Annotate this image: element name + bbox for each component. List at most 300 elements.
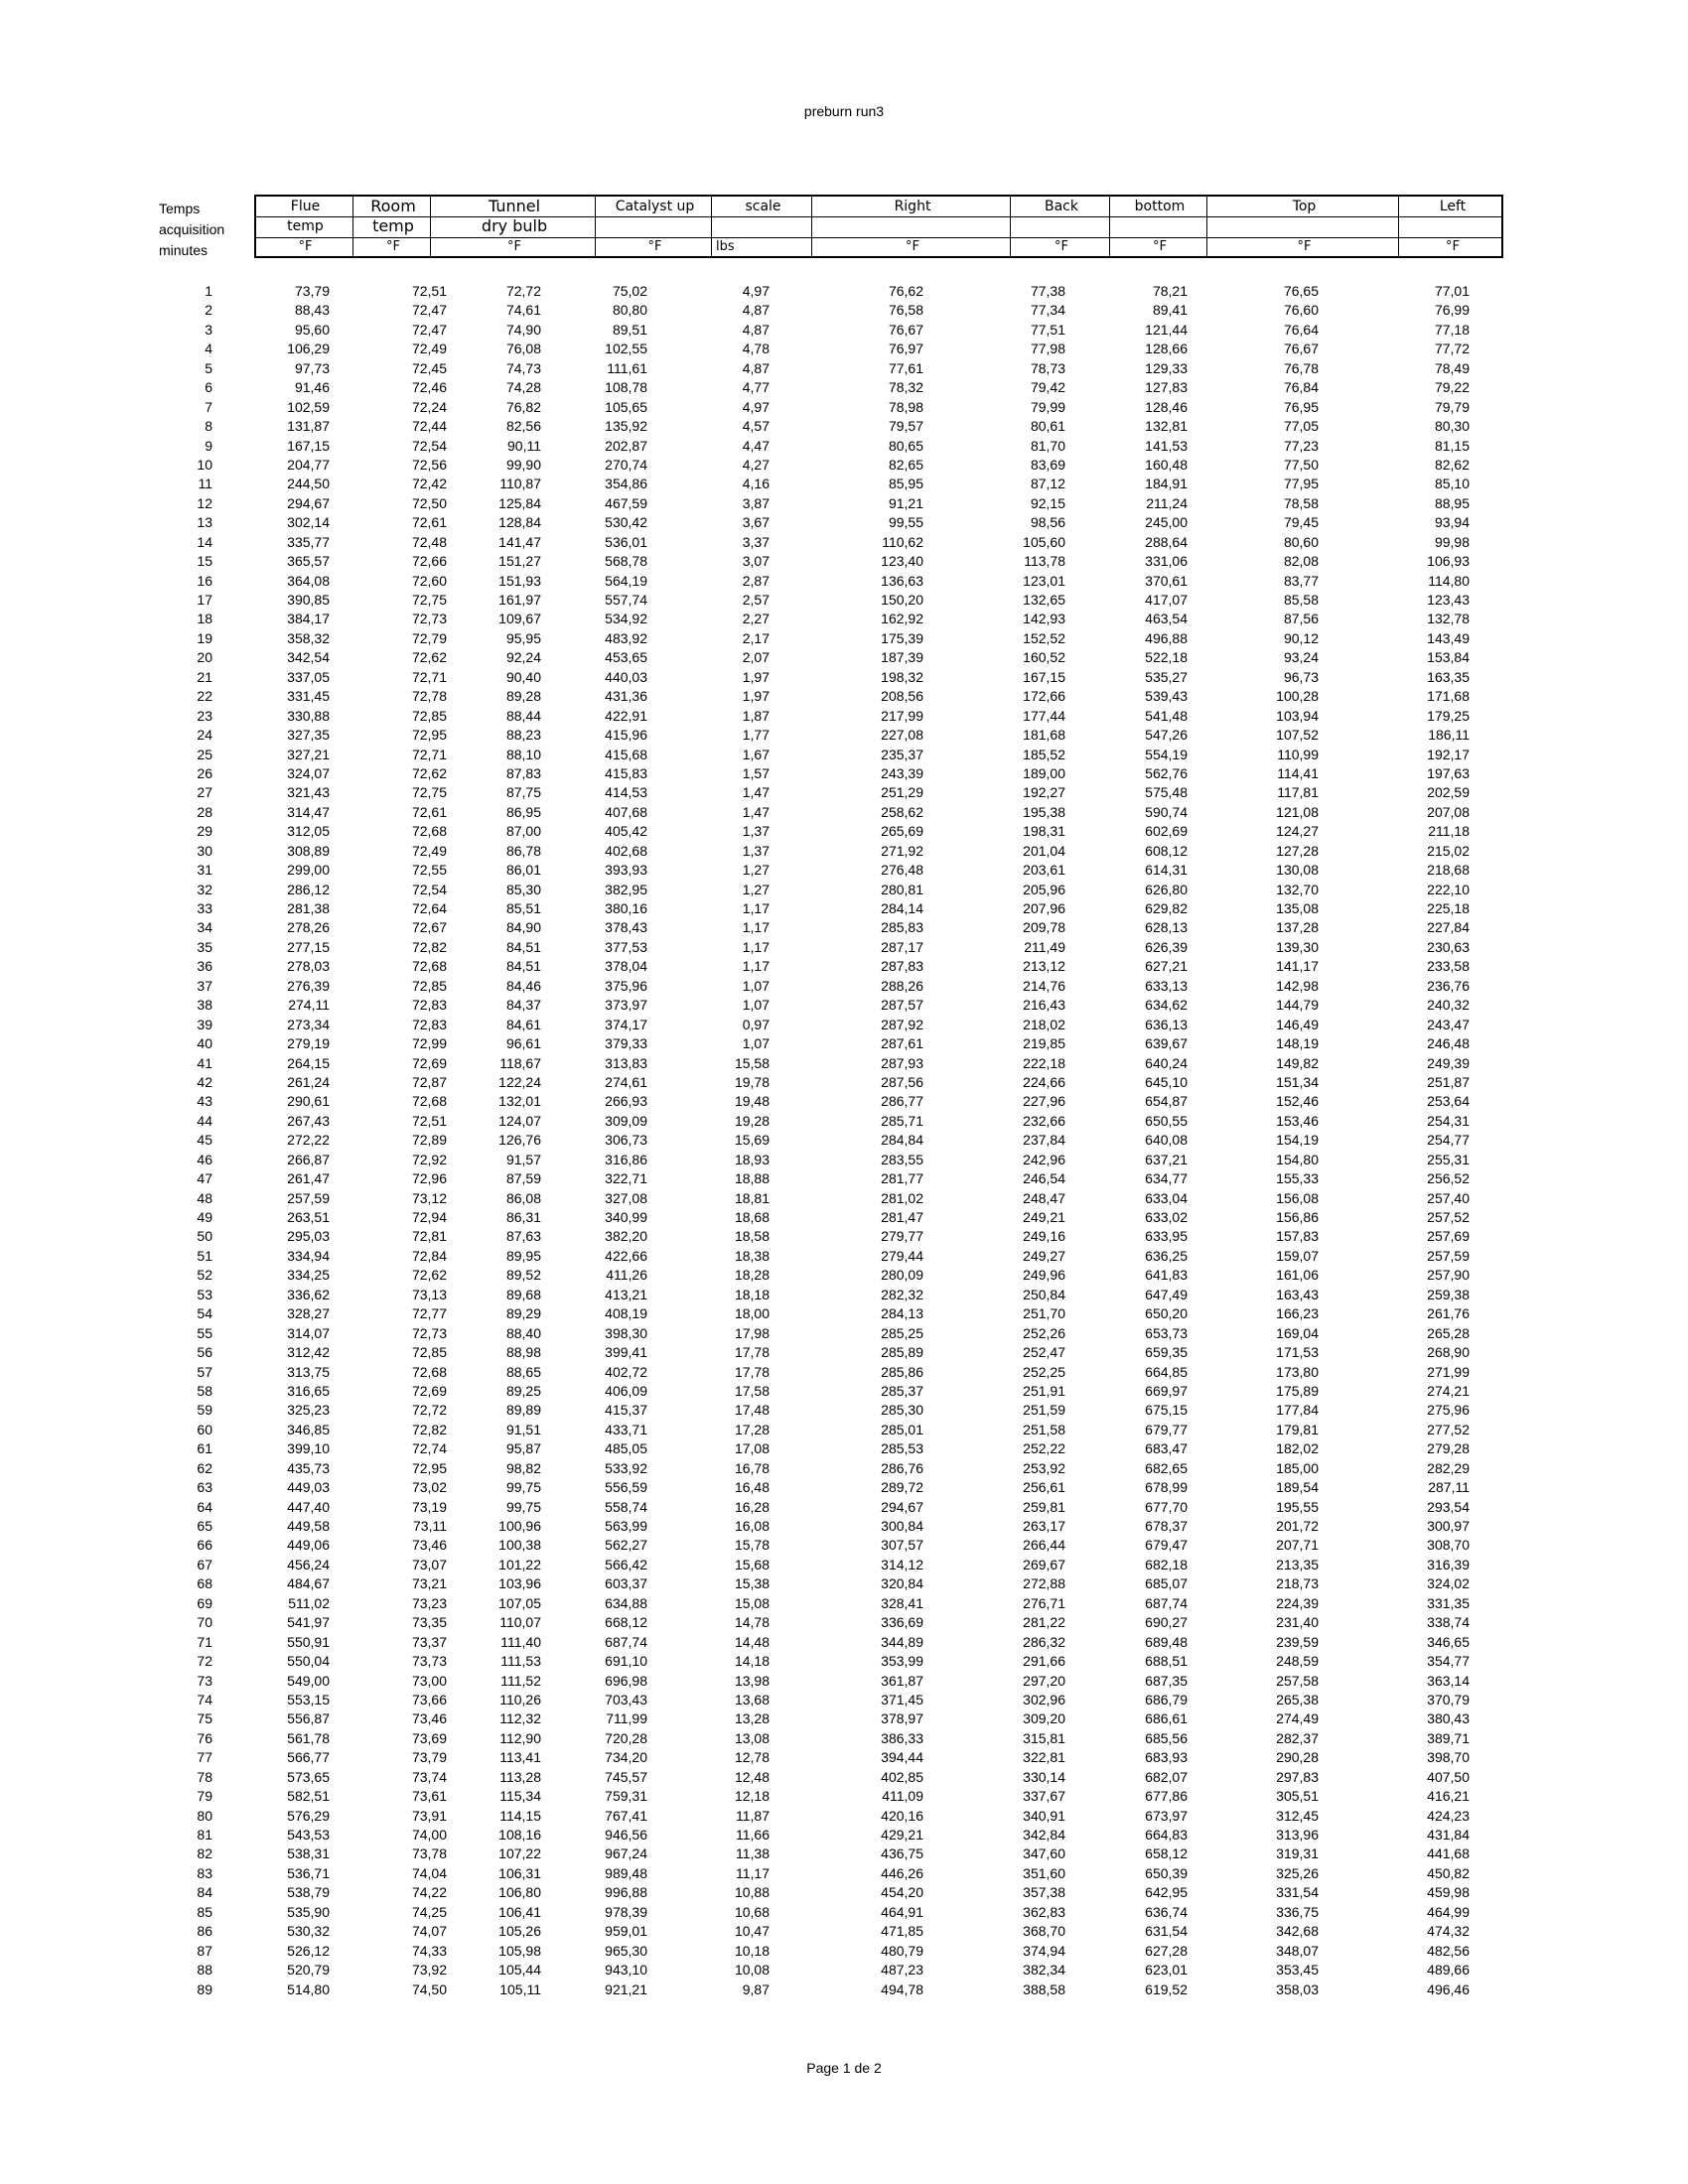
table-cell: 135,08 <box>1276 900 1319 916</box>
table-cell: 11,17 <box>736 1864 770 1881</box>
table-cell: 151,27 <box>498 553 541 570</box>
table-cell: 73,78 <box>411 1845 447 1862</box>
table-cell: 330,88 <box>287 707 330 724</box>
table-cell: 76,97 <box>888 341 923 357</box>
table-cell: 163,43 <box>1276 1286 1319 1302</box>
table-cell: 275,96 <box>1427 1402 1470 1419</box>
table-cell: 279,19 <box>287 1035 330 1052</box>
table-cell: 72,73 <box>411 1324 447 1341</box>
table-cell: 320,84 <box>881 1575 923 1592</box>
table-cell: 1,37 <box>742 823 770 840</box>
table-cell: 213,35 <box>1276 1556 1319 1572</box>
table-cell: 344,89 <box>881 1633 923 1650</box>
table-cell: 314,47 <box>287 803 330 820</box>
table-cell: 642,95 <box>1145 1884 1188 1901</box>
table-cell: 673,97 <box>1145 1807 1188 1824</box>
table-cell: 18,00 <box>734 1305 770 1322</box>
table-cell: 93,94 <box>1434 514 1470 531</box>
column-header-line1: Catalyst up <box>615 199 695 214</box>
table-cell: 18,18 <box>734 1286 770 1302</box>
minute-cell: 71 <box>197 1633 212 1650</box>
table-cell: 281,47 <box>881 1209 923 1225</box>
table-cell: 125,84 <box>498 494 541 511</box>
table-row <box>0 861 1688 880</box>
table-cell: 77,23 <box>1283 437 1319 454</box>
table-cell: 450,82 <box>1427 1864 1470 1881</box>
table-cell: 15,58 <box>734 1054 770 1071</box>
table-cell: 249,16 <box>1023 1228 1065 1245</box>
table-cell: 88,65 <box>505 1363 541 1380</box>
table-cell: 85,30 <box>505 881 541 897</box>
table-cell: 454,20 <box>881 1884 923 1901</box>
table-cell: 464,99 <box>1427 1903 1470 1920</box>
table-cell: 86,95 <box>505 803 541 820</box>
minute-cell: 7 <box>205 398 212 415</box>
table-cell: 146,49 <box>1276 1016 1319 1032</box>
table-cell: 316,86 <box>605 1151 647 1167</box>
table-cell: 691,10 <box>605 1653 647 1670</box>
table-cell: 17,78 <box>734 1344 770 1361</box>
table-row <box>0 475 1688 493</box>
table-cell: 74,28 <box>505 379 541 396</box>
table-cell: 99,55 <box>888 514 923 531</box>
table-cell: 399,41 <box>605 1344 647 1361</box>
table-cell: 141,53 <box>1145 437 1188 454</box>
table-cell: 1,17 <box>742 958 770 975</box>
table-cell: 72,45 <box>411 359 447 376</box>
table-cell: 132,70 <box>1276 881 1319 897</box>
table-cell: 227,96 <box>1023 1093 1065 1110</box>
table-cell: 208,56 <box>881 688 923 705</box>
table-cell: 484,67 <box>287 1575 330 1592</box>
minute-cell: 38 <box>197 997 212 1014</box>
table-cell: 541,97 <box>287 1614 330 1631</box>
table-cell: 124,07 <box>498 1112 541 1129</box>
table-cell: 346,85 <box>287 1421 330 1437</box>
table-cell: 153,46 <box>1276 1112 1319 1129</box>
table-cell: 265,28 <box>1427 1324 1470 1341</box>
table-cell: 3,67 <box>742 514 770 531</box>
table-cell: 161,06 <box>1276 1267 1319 1284</box>
table-cell: 74,90 <box>505 321 541 338</box>
table-cell: 81,15 <box>1434 437 1470 454</box>
table-cell: 189,54 <box>1276 1479 1319 1496</box>
table-cell: 91,21 <box>888 494 923 511</box>
table-cell: 645,10 <box>1145 1073 1188 1090</box>
table-cell: 225,18 <box>1427 900 1470 916</box>
minute-cell: 47 <box>197 1170 212 1187</box>
table-cell: 72,49 <box>411 341 447 357</box>
table-row <box>0 1247 1688 1266</box>
table-cell: 257,69 <box>1427 1228 1470 1245</box>
table-cell: 72,71 <box>411 668 447 685</box>
table-cell: 211,24 <box>1146 494 1188 511</box>
table-cell: 330,14 <box>1023 1768 1065 1785</box>
minute-cell: 65 <box>197 1518 212 1534</box>
table-cell: 227,08 <box>881 727 923 744</box>
minute-cell: 60 <box>197 1421 212 1437</box>
table-cell: 224,66 <box>1023 1073 1065 1090</box>
table-cell: 16,08 <box>734 1518 770 1534</box>
table-cell: 76,82 <box>505 398 541 415</box>
table-cell: 347,60 <box>1023 1845 1065 1862</box>
table-cell: 16,48 <box>734 1479 770 1496</box>
table-cell: 543,53 <box>287 1827 330 1843</box>
table-cell: 219,85 <box>1023 1035 1065 1052</box>
table-cell: 305,51 <box>1276 1788 1319 1805</box>
side-header <box>159 199 224 261</box>
table-cell: 105,44 <box>498 1962 541 1979</box>
table-cell: 90,12 <box>1283 629 1319 646</box>
minute-cell: 87 <box>197 1942 212 1959</box>
table-cell: 73,23 <box>411 1594 447 1611</box>
table-cell: 154,80 <box>1276 1151 1319 1167</box>
minute-cell: 66 <box>197 1537 212 1554</box>
minute-cell: 68 <box>197 1575 212 1592</box>
table-cell: 647,49 <box>1145 1286 1188 1302</box>
table-cell: 321,43 <box>287 784 330 801</box>
table-cell: 1,97 <box>742 668 770 685</box>
table-cell: 653,73 <box>1145 1324 1188 1341</box>
table-cell: 111,52 <box>500 1672 541 1689</box>
minute-cell: 30 <box>197 842 212 859</box>
table-row <box>0 1942 1688 1961</box>
table-cell: 429,21 <box>881 1827 923 1843</box>
minute-cell: 26 <box>197 764 212 781</box>
table-cell: 687,74 <box>1145 1594 1188 1611</box>
table-cell: 72,51 <box>411 1112 447 1129</box>
table-cell: 257,59 <box>1427 1247 1470 1264</box>
table-cell: 384,17 <box>287 611 330 627</box>
table-cell: 274,49 <box>1276 1710 1319 1727</box>
table-cell: 13,98 <box>734 1672 770 1689</box>
minute-cell: 45 <box>197 1132 212 1149</box>
table-cell: 309,09 <box>605 1112 647 1129</box>
table-cell: 77,50 <box>1283 456 1319 473</box>
minute-cell: 44 <box>197 1112 212 1129</box>
table-cell: 89,29 <box>505 1305 541 1322</box>
table-cell: 631,54 <box>1145 1923 1188 1940</box>
table-cell: 449,03 <box>287 1479 330 1496</box>
table-cell: 253,92 <box>1023 1459 1065 1476</box>
table-row <box>0 881 1688 899</box>
table-cell: 686,61 <box>1145 1710 1188 1727</box>
table-cell: 414,53 <box>605 784 647 801</box>
table-cell: 636,25 <box>1145 1247 1188 1264</box>
table-row <box>0 1421 1688 1439</box>
table-cell: 204,77 <box>287 456 330 473</box>
table-cell: 233,58 <box>1427 958 1470 975</box>
table-row <box>0 842 1688 861</box>
table-cell: 549,00 <box>287 1672 330 1689</box>
table-cell: 207,96 <box>1023 900 1065 916</box>
table-cell: 277,52 <box>1427 1421 1470 1437</box>
table-cell: 17,08 <box>734 1440 770 1457</box>
table-cell: 18,68 <box>734 1209 770 1225</box>
table-cell: 287,11 <box>1428 1479 1470 1496</box>
table-cell: 79,57 <box>888 418 923 435</box>
table-cell: 619,52 <box>1145 1980 1188 1997</box>
column-header-table <box>254 195 1503 258</box>
table-cell: 257,90 <box>1427 1267 1470 1284</box>
table-cell: 331,35 <box>1427 1594 1470 1611</box>
table-cell: 73,92 <box>411 1962 447 1979</box>
table-cell: 287,92 <box>881 1016 923 1032</box>
table-cell: 380,16 <box>605 900 647 916</box>
table-cell: 72,68 <box>411 1363 447 1380</box>
table-cell: 12,48 <box>734 1768 770 1785</box>
table-cell: 110,87 <box>499 476 541 492</box>
table-row <box>0 918 1688 937</box>
table-cell: 1,07 <box>742 977 770 994</box>
table-cell: 365,57 <box>287 553 330 570</box>
table-cell: 99,90 <box>505 456 541 473</box>
table-cell: 420,16 <box>881 1807 923 1824</box>
table-cell: 92,15 <box>1030 494 1065 511</box>
table-cell: 734,20 <box>605 1749 647 1766</box>
table-cell: 602,69 <box>1145 823 1188 840</box>
table-cell: 246,48 <box>1427 1035 1470 1052</box>
table-row <box>0 1439 1688 1458</box>
table-cell: 2,57 <box>742 592 770 608</box>
table-cell: 1,17 <box>742 938 770 955</box>
table-cell: 453,65 <box>605 649 647 666</box>
minute-cell: 58 <box>197 1382 212 1399</box>
minute-cell: 46 <box>197 1151 212 1167</box>
table-cell: 293,54 <box>1427 1498 1470 1515</box>
table-cell: 76,60 <box>1283 302 1319 319</box>
table-cell: 106,29 <box>287 341 330 357</box>
table-cell: 72,49 <box>411 842 447 859</box>
table-cell: 76,99 <box>1434 302 1470 319</box>
table-cell: 2,87 <box>742 572 770 589</box>
table-cell: 522,18 <box>1145 649 1188 666</box>
table-cell: 19,28 <box>734 1112 770 1129</box>
minute-cell: 34 <box>197 919 212 936</box>
table-cell: 78,21 <box>1152 283 1188 299</box>
table-cell: 72,47 <box>411 302 447 319</box>
table-cell: 573,65 <box>287 1768 330 1785</box>
table-cell: 943,10 <box>605 1962 647 1979</box>
table-cell: 89,25 <box>505 1382 541 1399</box>
minute-cell: 82 <box>197 1845 212 1862</box>
table-cell: 72,69 <box>411 1054 447 1071</box>
table-cell: 590,74 <box>1145 803 1188 820</box>
table-cell: 335,77 <box>287 533 330 550</box>
table-row <box>0 1709 1688 1728</box>
table-cell: 399,10 <box>287 1440 330 1457</box>
table-cell: 92,24 <box>505 649 541 666</box>
table-cell: 141,17 <box>1276 958 1319 975</box>
table-cell: 72,99 <box>411 1035 447 1052</box>
minute-cell: 40 <box>197 1035 212 1052</box>
table-cell: 87,12 <box>1030 476 1065 492</box>
table-cell: 4,27 <box>742 456 770 473</box>
table-cell: 83,77 <box>1283 572 1319 589</box>
table-cell: 72,85 <box>411 707 447 724</box>
table-cell: 207,08 <box>1427 803 1470 820</box>
table-cell: 390,85 <box>287 592 330 608</box>
table-cell: 76,95 <box>1283 398 1319 415</box>
table-cell: 90,11 <box>507 437 541 454</box>
table-cell: 248,47 <box>1023 1189 1065 1206</box>
minute-cell: 15 <box>197 553 212 570</box>
page-footer: Page 1 de 2 <box>806 2060 882 2076</box>
table-cell: 536,01 <box>605 533 647 550</box>
table-cell: 77,98 <box>1030 341 1065 357</box>
table-cell: 110,07 <box>499 1614 541 1631</box>
table-cell: 299,00 <box>287 862 330 879</box>
table-row <box>0 359 1688 378</box>
table-cell: 2,07 <box>742 649 770 666</box>
data-table <box>0 282 1688 1999</box>
table-cell: 163,35 <box>1427 668 1470 685</box>
table-row <box>0 1594 1688 1613</box>
table-cell: 256,61 <box>1023 1479 1065 1496</box>
table-cell: 370,61 <box>1145 572 1188 589</box>
table-cell: 73,21 <box>411 1575 447 1592</box>
table-cell: 79,99 <box>1030 398 1065 415</box>
table-cell: 374,17 <box>605 1016 647 1032</box>
table-cell: 192,17 <box>1427 746 1470 762</box>
table-cell: 80,60 <box>1283 533 1319 550</box>
table-cell: 95,87 <box>505 1440 541 1457</box>
table-cell: 16,28 <box>734 1498 770 1515</box>
table-cell: 312,05 <box>287 823 330 840</box>
table-cell: 287,57 <box>881 997 923 1014</box>
table-cell: 74,00 <box>411 1827 447 1843</box>
minute-cell: 43 <box>197 1093 212 1110</box>
table-cell: 965,30 <box>605 1942 647 1959</box>
table-cell: 287,83 <box>881 958 923 975</box>
table-cell: 640,08 <box>1145 1132 1188 1149</box>
table-cell: 568,78 <box>605 553 647 570</box>
table-cell: 720,28 <box>605 1729 647 1746</box>
table-cell: 380,43 <box>1427 1710 1470 1727</box>
table-cell: 135,92 <box>605 418 647 435</box>
table-cell: 261,47 <box>287 1170 330 1187</box>
table-row <box>0 1729 1688 1748</box>
table-cell: 526,12 <box>287 1942 330 1959</box>
table-cell: 285,37 <box>881 1382 923 1399</box>
table-cell: 270,74 <box>605 456 647 473</box>
table-cell: 536,71 <box>287 1864 330 1881</box>
minute-cell: 76 <box>197 1729 212 1746</box>
table-cell: 72,96 <box>411 1170 447 1187</box>
table-cell: 72,56 <box>411 456 447 473</box>
table-row <box>0 1459 1688 1478</box>
column-header-unit: °F <box>386 239 400 254</box>
table-row <box>0 1266 1688 1285</box>
table-cell: 76,67 <box>888 321 923 338</box>
table-cell: 0,97 <box>742 1016 770 1032</box>
table-cell: 143,49 <box>1427 629 1470 646</box>
table-cell: 72,42 <box>411 476 447 492</box>
table-cell: 364,08 <box>287 572 330 589</box>
table-cell: 1,47 <box>742 784 770 801</box>
table-cell: 128,66 <box>1145 341 1188 357</box>
table-row <box>0 629 1688 648</box>
table-row <box>0 899 1688 918</box>
table-cell: 257,40 <box>1427 1189 1470 1206</box>
table-cell: 281,02 <box>881 1189 923 1206</box>
table-cell: 72,82 <box>411 938 447 955</box>
table-cell: 72,87 <box>411 1073 447 1090</box>
table-cell: 86,31 <box>505 1209 541 1225</box>
column-header-line1: Back <box>1045 199 1078 214</box>
table-cell: 424,23 <box>1427 1807 1470 1824</box>
table-cell: 639,67 <box>1145 1035 1188 1052</box>
table-cell: 4,57 <box>742 418 770 435</box>
table-cell: 281,38 <box>287 900 330 916</box>
table-cell: 72,95 <box>411 727 447 744</box>
table-cell: 110,99 <box>1277 746 1319 762</box>
table-cell: 340,91 <box>1023 1807 1065 1824</box>
table-cell: 73,46 <box>411 1537 447 1554</box>
table-row <box>0 746 1688 764</box>
table-row <box>0 1672 1688 1691</box>
table-cell: 88,44 <box>505 707 541 724</box>
table-cell: 195,55 <box>1276 1498 1319 1515</box>
table-cell: 110,62 <box>882 533 923 550</box>
table-cell: 550,91 <box>287 1633 330 1650</box>
table-cell: 294,67 <box>881 1498 923 1515</box>
table-cell: 402,72 <box>605 1363 647 1380</box>
table-cell: 272,22 <box>287 1132 330 1149</box>
table-cell: 88,95 <box>1434 494 1470 511</box>
table-cell: 96,73 <box>1283 668 1319 685</box>
table-cell: 1,27 <box>742 881 770 897</box>
table-cell: 107,05 <box>498 1594 541 1611</box>
table-cell: 250,84 <box>1023 1286 1065 1302</box>
table-cell: 251,58 <box>1023 1421 1065 1437</box>
table-cell: 105,60 <box>1023 533 1065 550</box>
table-cell: 121,08 <box>1276 803 1319 820</box>
table-row <box>0 1169 1688 1188</box>
table-cell: 167,15 <box>1023 668 1065 685</box>
table-cell: 382,20 <box>605 1228 647 1245</box>
table-cell: 251,59 <box>1023 1402 1065 1419</box>
table-cell: 89,28 <box>505 688 541 705</box>
table-cell: 348,07 <box>1276 1942 1319 1959</box>
table-cell: 417,07 <box>1145 592 1188 608</box>
table-cell: 315,81 <box>1023 1729 1065 1746</box>
table-cell: 346,65 <box>1427 1633 1470 1650</box>
table-cell: 128,46 <box>1145 398 1188 415</box>
table-cell: 353,99 <box>881 1653 923 1670</box>
table-cell: 271,99 <box>1427 1363 1470 1380</box>
table-cell: 15,08 <box>734 1594 770 1611</box>
table-cell: 72,78 <box>411 688 447 705</box>
table-cell: 137,28 <box>1276 919 1319 936</box>
table-cell: 682,07 <box>1145 1768 1188 1785</box>
table-cell: 72,77 <box>411 1305 447 1322</box>
minute-cell: 35 <box>197 938 212 955</box>
table-cell: 696,98 <box>605 1672 647 1689</box>
table-cell: 72,64 <box>411 900 447 916</box>
table-cell: 186,11 <box>1428 727 1470 744</box>
table-cell: 76,62 <box>888 283 923 299</box>
table-cell: 76,67 <box>1283 341 1319 357</box>
table-row <box>0 398 1688 417</box>
table-cell: 78,32 <box>888 379 923 396</box>
table-cell: 175,89 <box>1276 1382 1319 1399</box>
table-cell: 358,32 <box>287 629 330 646</box>
table-cell: 254,31 <box>1427 1112 1470 1129</box>
table-cell: 87,63 <box>505 1228 541 1245</box>
minute-cell: 32 <box>197 881 212 897</box>
table-cell: 358,03 <box>1276 1980 1319 1997</box>
